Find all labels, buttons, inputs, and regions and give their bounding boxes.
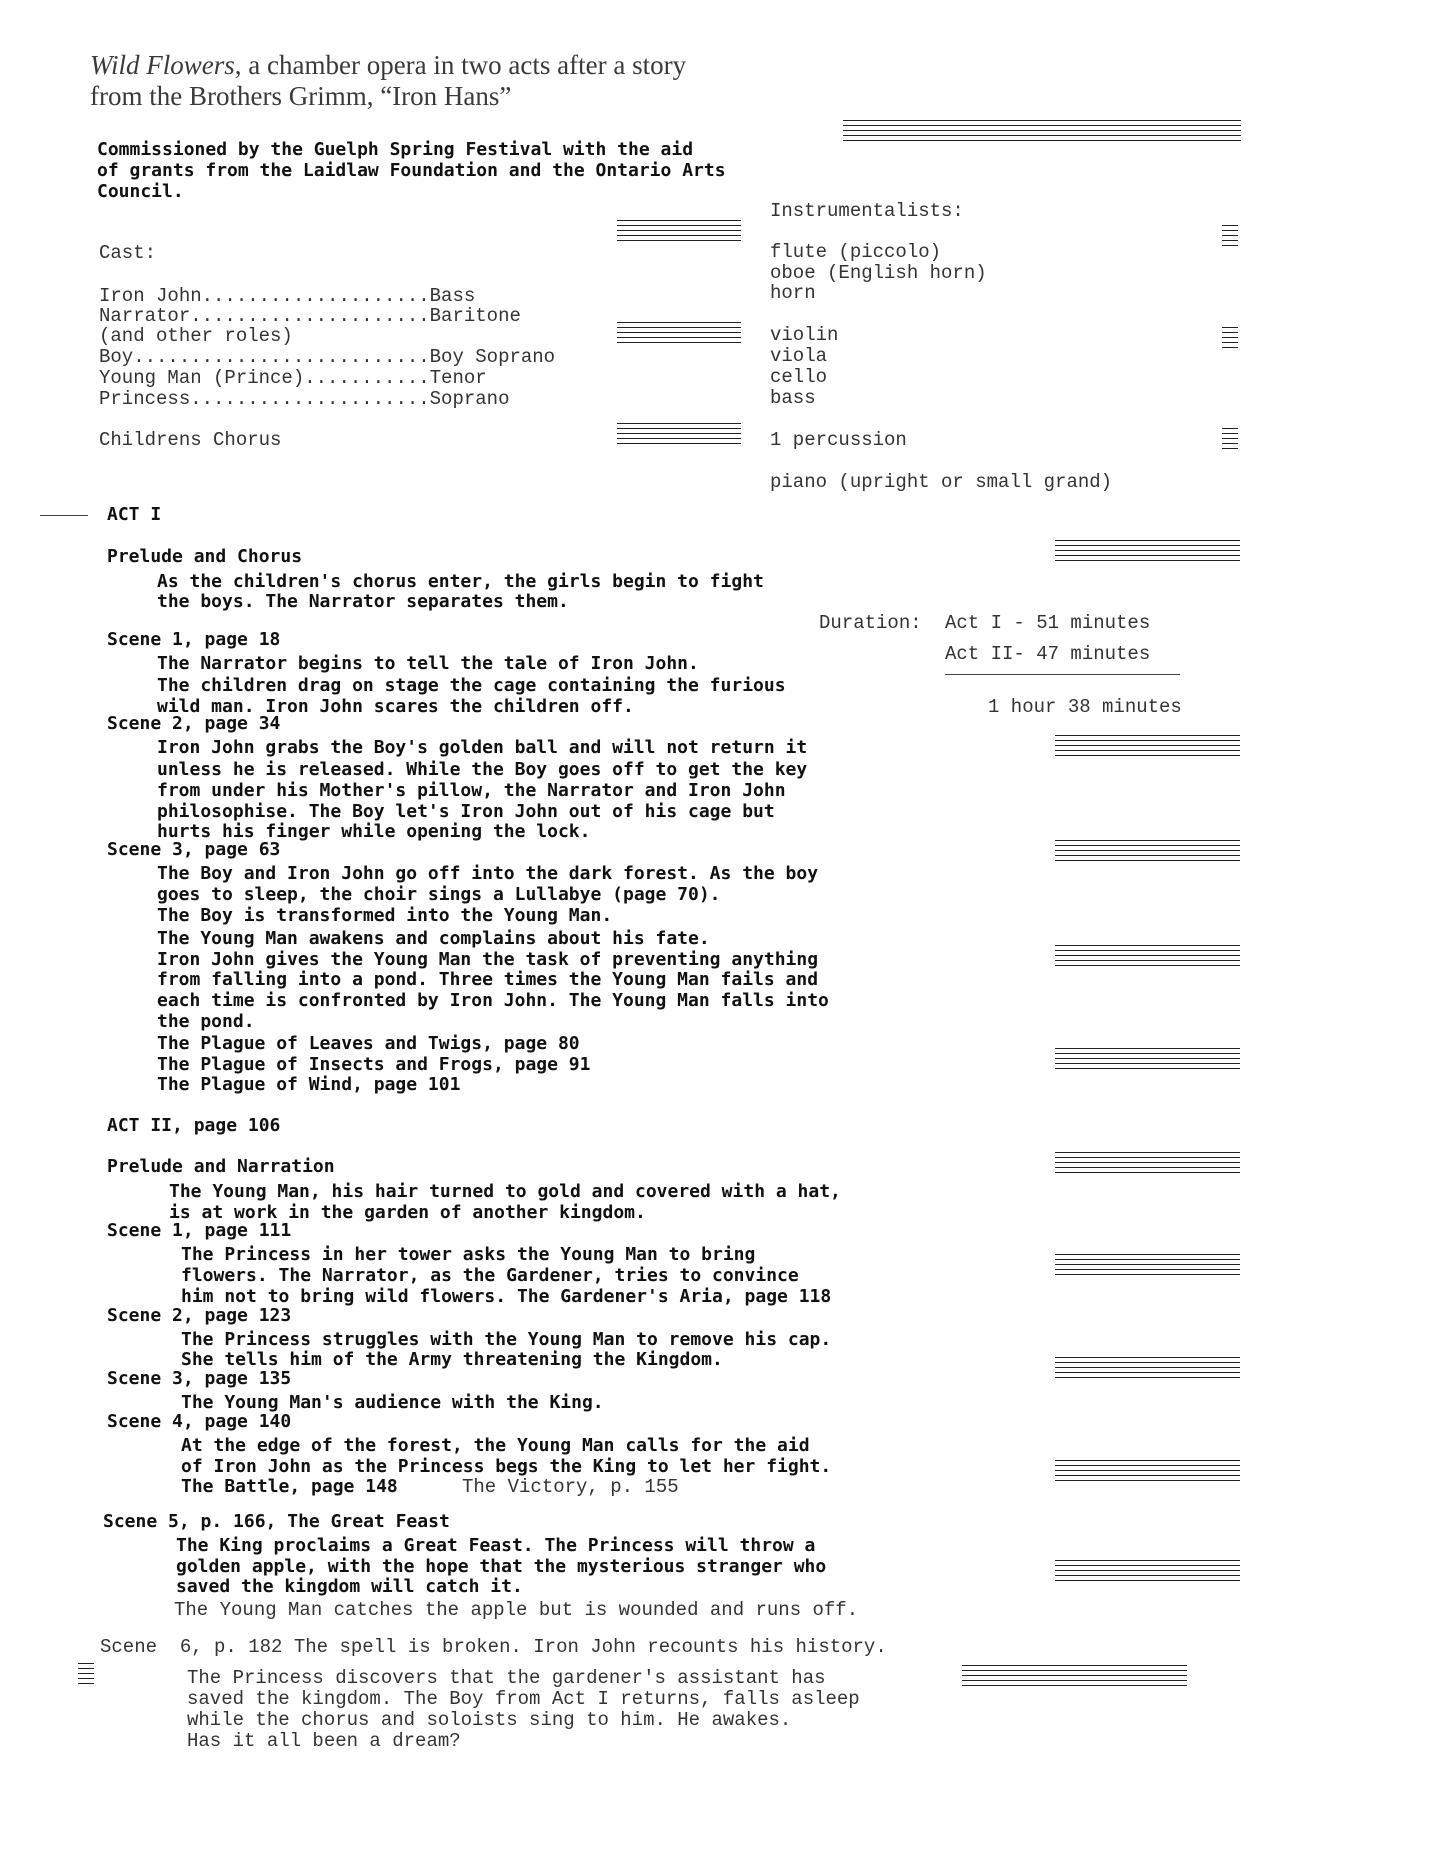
act2-prelude-heading: Prelude and Narration	[107, 1156, 335, 1177]
act1-prelude-text: the boys. The Narrator separates them.	[157, 591, 569, 612]
cast-line: Boy..........................Boy Soprano	[99, 346, 556, 368]
music-staff	[1055, 1560, 1240, 1585]
duration-label: Duration:	[819, 612, 922, 634]
piano: piano (upright or small grand)	[770, 471, 1113, 493]
music-staff	[617, 322, 741, 347]
act2-scene1-heading: Scene 1, page 111	[107, 1220, 292, 1241]
act1-scene2-text: hurts his finger while opening the lock.	[157, 821, 591, 842]
act1-scene3-text: Iron John gives the Young Man the task of preventing anything	[157, 949, 819, 970]
commission-line2: of grants from the Laidlaw Foundation and the Ontario Arts	[97, 160, 726, 181]
act1-scene3-text: The Plague of Insects and Frogs, page 91	[157, 1054, 591, 1075]
act2-scene6-text: while the chorus and soloists sing to him. He awakes.	[187, 1709, 792, 1731]
duration-total: 1 hour 38 minutes	[988, 696, 1182, 718]
act1-scene3-text: The Boy and Iron John go off into the dark forest. As the boy	[157, 863, 819, 884]
percussion: 1 percussion	[770, 429, 907, 451]
act1-scene2-heading: Scene 2, page 34	[107, 713, 281, 734]
act1-scene3-heading: Scene 3, page 63	[107, 839, 281, 860]
act2-scene2-heading: Scene 2, page 123	[107, 1305, 292, 1326]
act2-scene4-heading: Scene 4, page 140	[107, 1411, 292, 1432]
act2-scene5-text: The King proclaims a Great Feast. The Princess will throw a	[176, 1535, 816, 1556]
act2-scene1-text: The Princess in her tower asks the Young Man to bring	[181, 1244, 756, 1265]
act1-scene3-text: The Plague of Wind, page 101	[157, 1074, 461, 1095]
cast-heading: Cast:	[99, 242, 157, 264]
music-staff	[1055, 1357, 1240, 1382]
instrument-line: cello	[770, 366, 828, 388]
cast-line: Narrator.....................Baritone	[99, 305, 521, 327]
duration-act2: Act II- 47 minutes	[945, 643, 1151, 665]
act1-scene3-text: goes to sleep, the choir sings a Lullabye (page 70).	[157, 884, 721, 905]
duration-rule	[945, 674, 1180, 675]
commission-line3: Council.	[97, 181, 184, 202]
act1-scene2-text: unless he is released. While the Boy goes off to get the key	[157, 759, 808, 780]
music-staff	[617, 220, 741, 245]
music-staff	[1055, 735, 1240, 760]
cast-line: Young Man (Prince)...........Tenor	[99, 367, 487, 389]
commission-line1: Commissioned by the Guelph Spring Festival with the aid	[97, 139, 694, 160]
music-staff	[1222, 428, 1238, 449]
act1-scene1-text: wild man. Iron John scares the children off.	[157, 696, 634, 717]
music-staff	[1055, 1152, 1240, 1177]
act2-scene1-text: him not to bring wild flowers. The Gardener's Aria, page 118	[181, 1286, 832, 1307]
act2-scene1-text: flowers. The Narrator, as the Gardener, tries to convince	[181, 1265, 799, 1286]
act2-scene6-text: Has it all been a dream?	[187, 1730, 461, 1752]
act2-scene2-text: She tells him of the Army threatening the Kingdom.	[181, 1349, 723, 1370]
act2-scene4-text: At the edge of the forest, the Young Man calls for the aid	[181, 1435, 810, 1456]
instrument-line: bass	[770, 387, 816, 409]
act2-heading: ACT II, page 106	[107, 1115, 281, 1136]
title-line2: from the Brothers Grimm, “Iron Hans”	[90, 81, 512, 111]
music-staff	[1055, 1048, 1240, 1073]
act1-scene3-text: The Young Man awakens and complains about his fate.	[157, 928, 710, 949]
instrumentalists-heading: Instrumentalists:	[770, 200, 964, 222]
music-staff	[843, 120, 1241, 145]
act2-scene6-heading: Scene 6, p. 182 The spell is broken. Iron John recounts his history.	[100, 1636, 887, 1658]
act1-prelude-text: As the children's chorus enter, the girls begin to fight	[157, 571, 764, 592]
act1-heading: ACT I	[107, 504, 162, 525]
act2-scene5-text: saved the kingdom will catch it.	[176, 1576, 523, 1597]
act2-scene5-extra: The Young Man catches the apple but is wounded and runs off.	[174, 1599, 859, 1621]
act1-scene3-text: each time is confronted by Iron John. The Young Man falls into	[157, 990, 829, 1011]
instrument-line: horn	[770, 282, 816, 304]
act1-scene3-text: the pond.	[157, 1011, 255, 1032]
act2-scene5-text: golden apple, with the hope that the mysterious stranger who	[176, 1556, 827, 1577]
act1-scene3-text: from falling into a pond. Three times the Young Man fails and	[157, 969, 819, 990]
music-staff	[962, 1665, 1187, 1690]
act1-prelude-heading: Prelude and Chorus	[107, 546, 303, 567]
title-italic: Wild Flowers	[90, 50, 235, 80]
cast-line: Iron John....................Bass	[99, 285, 476, 307]
act2-scene6-text: The Princess discovers that the gardener's assistant has	[187, 1667, 826, 1689]
act2-scene4-text: of Iron John as the Princess begs the King to let her fight.	[181, 1456, 832, 1477]
duration-act1: Act I - 51 minutes	[945, 612, 1151, 634]
act2-scene3-heading: Scene 3, page 135	[107, 1368, 292, 1389]
act1-scene2-text: Iron John grabs the Boy's golden ball and will not return it	[157, 737, 808, 758]
title-rest: , a chamber opera in two acts after a story	[234, 50, 687, 80]
act1-scene1-heading: Scene 1, page 18	[107, 629, 281, 650]
act1-scene2-text: from under his Mother's pillow, the Narrator and Iron John	[157, 780, 786, 801]
cast-line: (and other roles)	[99, 325, 293, 347]
music-staff	[1055, 945, 1240, 970]
victory: The Victory, p. 155	[462, 1476, 679, 1498]
music-staff	[1055, 1460, 1240, 1485]
act2-scene6-text: saved the kingdom. The Boy from Act I returns, falls asleep	[187, 1688, 860, 1710]
act2-prelude-text: is at work in the garden of another kingdom.	[169, 1202, 646, 1223]
act2-prelude-text: The Young Man, his hair turned to gold and covered with a hat,	[169, 1181, 841, 1202]
instrument-line: flute (piccolo)	[770, 241, 942, 263]
music-staff	[617, 423, 741, 448]
music-staff	[1222, 225, 1238, 246]
act1-scene1-text: The children drag on stage the cage containing the furious	[157, 675, 786, 696]
act2-scene2-text: The Princess struggles with the Young Man to remove his cap.	[181, 1329, 832, 1350]
act-marker-rule	[40, 515, 88, 516]
act1-scene3-text: The Boy is transformed into the Young Man.	[157, 905, 613, 926]
instrument-line: oboe (English horn)	[770, 262, 987, 284]
music-staff	[1055, 540, 1240, 565]
opera-title	[90, 50, 686, 80]
act1-scene1-text: The Narrator begins to tell the tale of Iron John.	[157, 653, 699, 674]
music-staff	[1055, 1254, 1240, 1279]
childrens-chorus: Childrens Chorus	[99, 429, 282, 451]
instrument-line: violin	[770, 324, 839, 346]
music-staff	[1055, 840, 1240, 865]
instrument-line: viola	[770, 345, 828, 367]
act2-scene5-heading: Scene 5, p. 166, The Great Feast	[103, 1511, 450, 1532]
cast-line: Princess.....................Soprano	[99, 388, 510, 410]
music-staff	[1222, 327, 1238, 348]
music-staff	[78, 1663, 94, 1684]
battle: The Battle, page 148	[181, 1476, 398, 1497]
act1-scene2-text: philosophise. The Boy let's Iron John out of his cage but	[157, 801, 775, 822]
act1-scene3-text: The Plague of Leaves and Twigs, page 80	[157, 1033, 580, 1054]
act2-scene3-text: The Young Man's audience with the King.	[181, 1392, 604, 1413]
